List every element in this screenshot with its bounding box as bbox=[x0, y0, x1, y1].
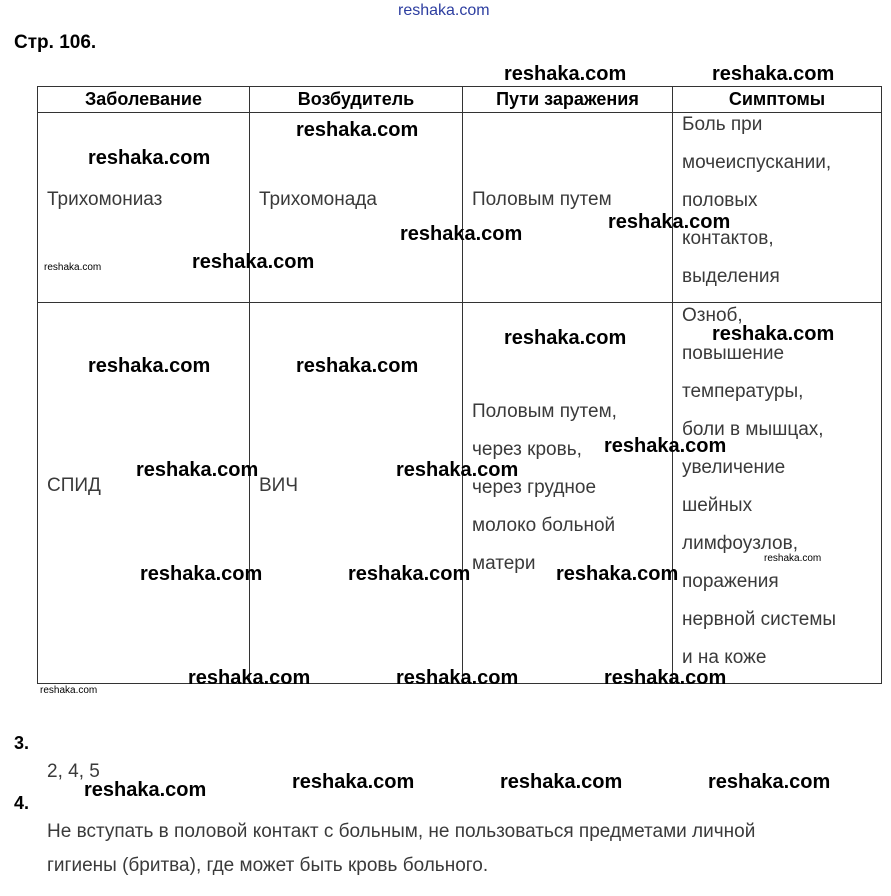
table-row bbox=[38, 113, 882, 303]
watermark: reshaka.com bbox=[292, 771, 415, 793]
symptoms-text bbox=[682, 106, 831, 296]
task3-answer: 2, 4, 5 bbox=[47, 761, 100, 782]
watermark: reshaka.com bbox=[764, 553, 822, 564]
transmission-line: Половым путем, bbox=[472, 401, 617, 422]
watermark: reshaka.com bbox=[88, 355, 211, 377]
watermark: reshaka.com bbox=[136, 459, 259, 481]
header-disease: Заболевание bbox=[38, 87, 250, 113]
cell-transmission bbox=[463, 303, 673, 684]
transmission-line: через кровь, bbox=[472, 439, 582, 460]
watermark: reshaka.com bbox=[296, 119, 419, 141]
symptom-line: увеличение bbox=[682, 457, 786, 478]
answer-table bbox=[37, 86, 882, 684]
disease-name: СПИД bbox=[47, 475, 101, 496]
transmission-text bbox=[472, 189, 612, 211]
cell-transmission bbox=[463, 113, 673, 303]
watermark: reshaka.com bbox=[400, 223, 523, 245]
page-title: Стр. 106. bbox=[14, 32, 97, 53]
symptom-line: поражения bbox=[682, 571, 779, 592]
transmission-line: матери bbox=[472, 553, 536, 574]
symptom-line: нервной системы bbox=[682, 609, 837, 630]
symptom-line: мочеиспускании, bbox=[682, 152, 832, 173]
watermark: reshaka.com bbox=[500, 771, 623, 793]
watermark: reshaka.com bbox=[84, 779, 207, 801]
transmission-line: молоко больной bbox=[472, 515, 616, 536]
symptom-line: боли в мышцах, bbox=[682, 419, 824, 440]
symptom-line: Озноб, bbox=[682, 305, 743, 326]
symptoms-text bbox=[682, 297, 836, 677]
watermark-top[interactable]: reshaka.com bbox=[398, 2, 490, 19]
watermark: reshaka.com bbox=[556, 563, 679, 585]
watermark: reshaka.com bbox=[708, 771, 831, 793]
watermark: reshaka.com bbox=[192, 251, 315, 273]
watermark: reshaka.com bbox=[396, 459, 519, 481]
disease-name: Трихомониаз bbox=[47, 189, 163, 210]
symptom-line: лимфоузлов, bbox=[682, 533, 798, 554]
symptom-line: шейных bbox=[682, 495, 753, 516]
watermark: reshaka.com bbox=[712, 323, 835, 345]
symptom-line: и на коже bbox=[682, 647, 767, 668]
transmission-text bbox=[472, 393, 617, 583]
symptom-line: половых bbox=[682, 190, 758, 211]
pathogen-name: Трихомонада bbox=[259, 189, 377, 210]
watermark: reshaka.com bbox=[504, 63, 627, 85]
watermark: reshaka.com bbox=[712, 63, 835, 85]
watermark: reshaka.com bbox=[88, 147, 211, 169]
transmission-line: через грудное bbox=[472, 477, 597, 498]
watermark: reshaka.com bbox=[40, 685, 98, 696]
watermark: reshaka.com bbox=[44, 262, 102, 273]
watermark: reshaka.com bbox=[608, 211, 731, 233]
watermark: reshaka.com bbox=[188, 667, 311, 689]
watermark: reshaka.com bbox=[504, 327, 627, 349]
task4-number: 4. bbox=[14, 793, 30, 813]
symptom-line: повышение bbox=[682, 343, 785, 364]
watermark: reshaka.com bbox=[604, 435, 727, 457]
cell-symptoms bbox=[673, 113, 882, 303]
header-pathogen: Возбудитель bbox=[250, 87, 463, 113]
task4-answer bbox=[47, 815, 755, 883]
symptom-line: выделения bbox=[682, 266, 780, 287]
symptom-line: температуры, bbox=[682, 381, 804, 402]
watermark: reshaka.com bbox=[348, 563, 471, 585]
cell-disease bbox=[38, 113, 250, 303]
task4-answer-line: гигиены (бритва), где может быть кровь больного. bbox=[47, 855, 489, 876]
symptom-line: контактов, bbox=[682, 228, 774, 249]
task4-answer-line: Не вступать в половой контакт с больным, не пользоваться предметами личной bbox=[47, 821, 756, 842]
cell-symptoms bbox=[673, 303, 882, 684]
watermark: reshaka.com bbox=[296, 355, 419, 377]
watermark: reshaka.com bbox=[140, 563, 263, 585]
pathogen-name: ВИЧ bbox=[259, 475, 298, 496]
header-symptoms: Симптомы bbox=[673, 87, 882, 113]
header-transmission: Пути заражения bbox=[463, 87, 673, 113]
watermark: reshaka.com bbox=[604, 667, 727, 689]
task3-number: 3. bbox=[14, 733, 30, 753]
transmission-line: Половым путем bbox=[472, 189, 612, 210]
symptom-line: Боль при bbox=[682, 114, 763, 135]
watermark: reshaka.com bbox=[396, 667, 519, 689]
